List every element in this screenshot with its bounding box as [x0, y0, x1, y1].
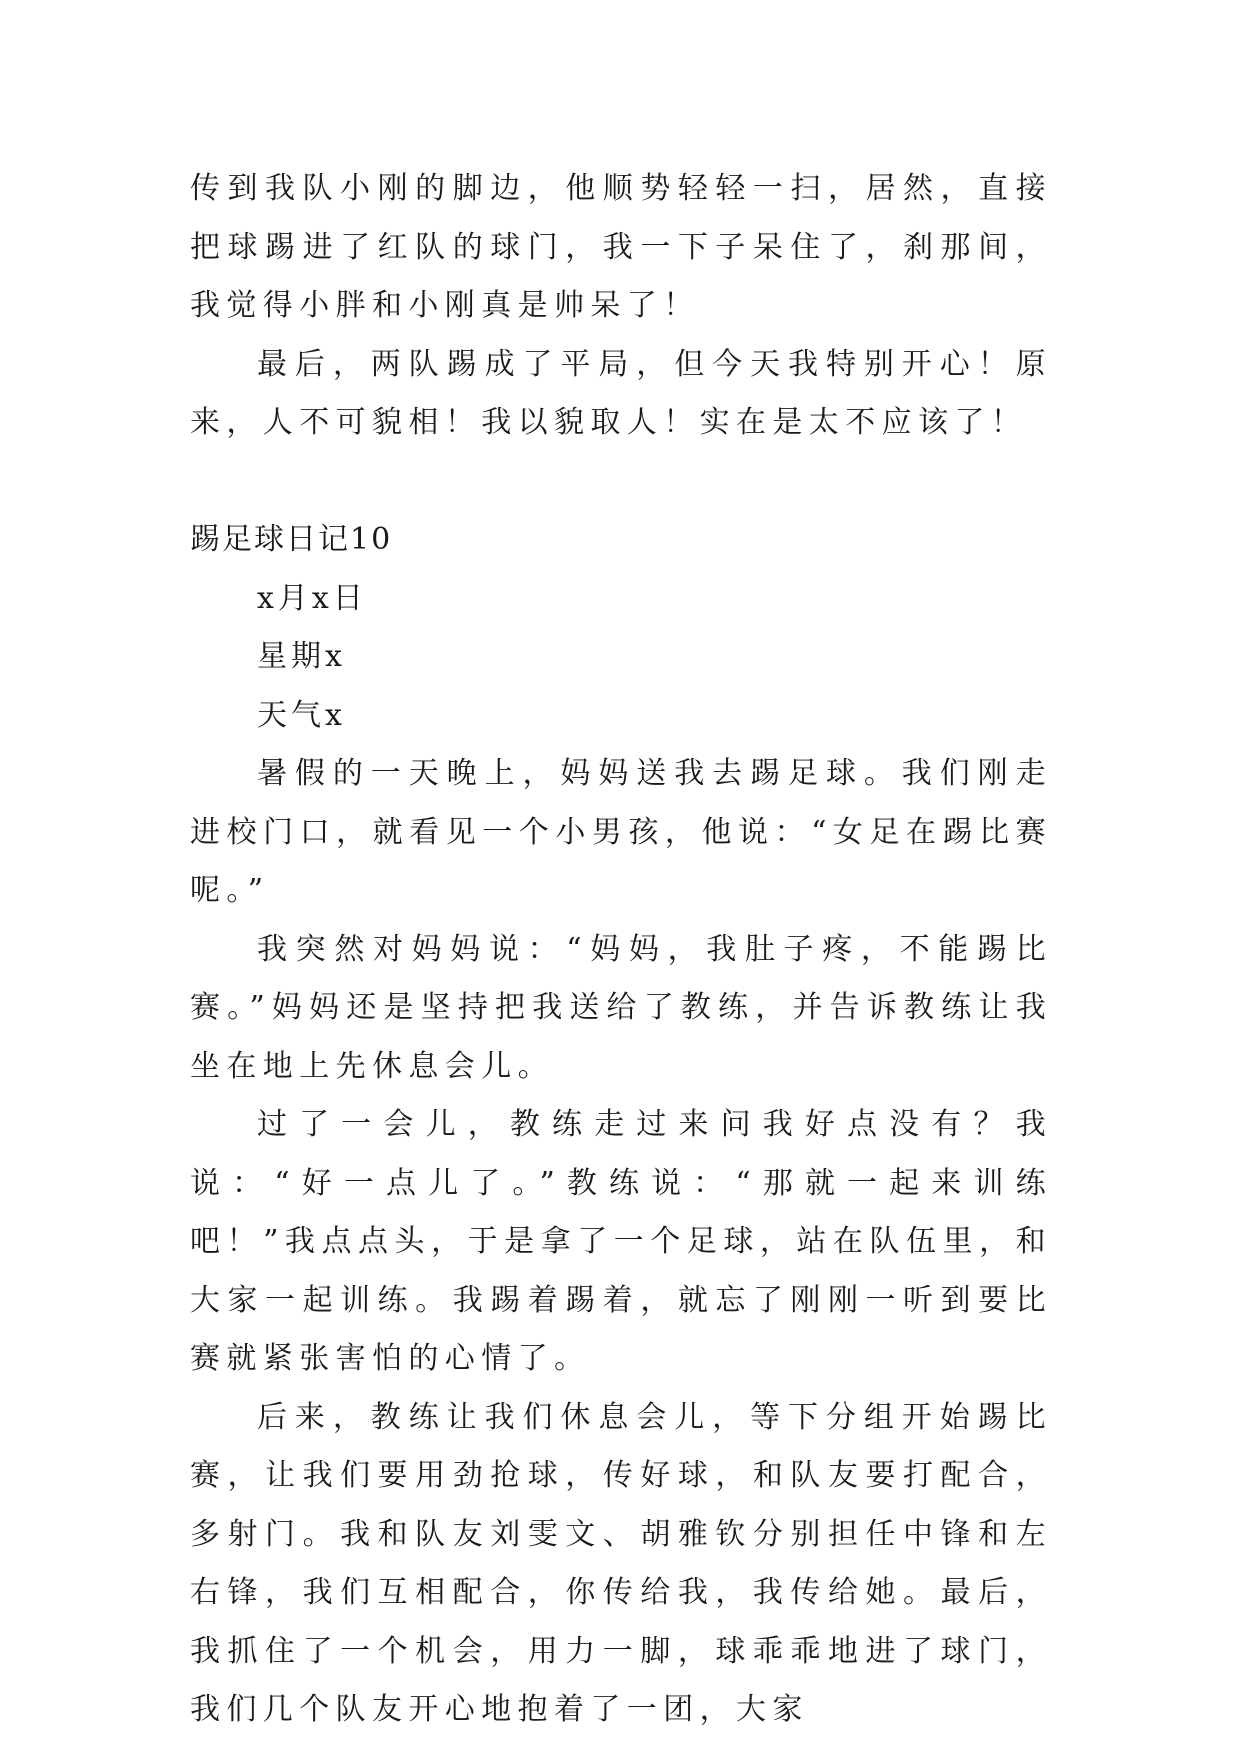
body-paragraph: 过了一会儿，教练走过来问我好点没有？我说：“好一点儿了。”教练说：“那就一起来训练吧！”我点点头，于是拿了一个足球，站在队伍里，和大家一起训练。我踢着踢着，就忘了刚刚一听到要比赛就紧张害怕的心情了。	[190, 1107, 1052, 1376]
body-paragraph-continued: 传到我队小刚的脚边，他顺势轻轻一扫，居然，直接把球踢进了红队的球门，我一下子呆住了，刹那间，我觉得小胖和小刚真是帅呆了！	[190, 171, 1052, 323]
body-paragraph: 后来，教练让我们休息会儿，等下分组开始踢比赛，让我们要用劲抢球，传好球，和队友要打配合，多射门。我和队友刘雯文、胡雅钦分别担任中锋和左右锋，我们互相配合，你传给我，我传给她。最后，我抓住了一个机会，用力一脚，球乖乖地进了球门，我们几个队友开心地抱着了一团，大家	[190, 1399, 1052, 1727]
body-paragraph: 最后，两队踢成了平局，但今天我特别开心！原来，人不可貌相！我以貌取人！实在是太不应该了！	[190, 346, 1052, 440]
body-paragraph: 我突然对妈妈说：“妈妈，我肚子疼，不能踢比赛。”妈妈还是坚持把我送给了教练，并告诉教练让我坐在地上先休息会儿。	[190, 931, 1052, 1084]
entry-weekday: 星期x	[257, 639, 346, 674]
entry-title: 踢足球日记10	[190, 522, 393, 557]
entry-date: x月x日	[257, 580, 367, 616]
document-body	[190, 160, 1052, 1740]
body-paragraph: 暑假的一天晚上，妈妈送我去踢足球。我们刚走进校门口，就看见一个小男孩，他说：“女足在踢比赛呢。”	[190, 756, 1052, 908]
entry-weather: 天气x	[257, 697, 346, 733]
